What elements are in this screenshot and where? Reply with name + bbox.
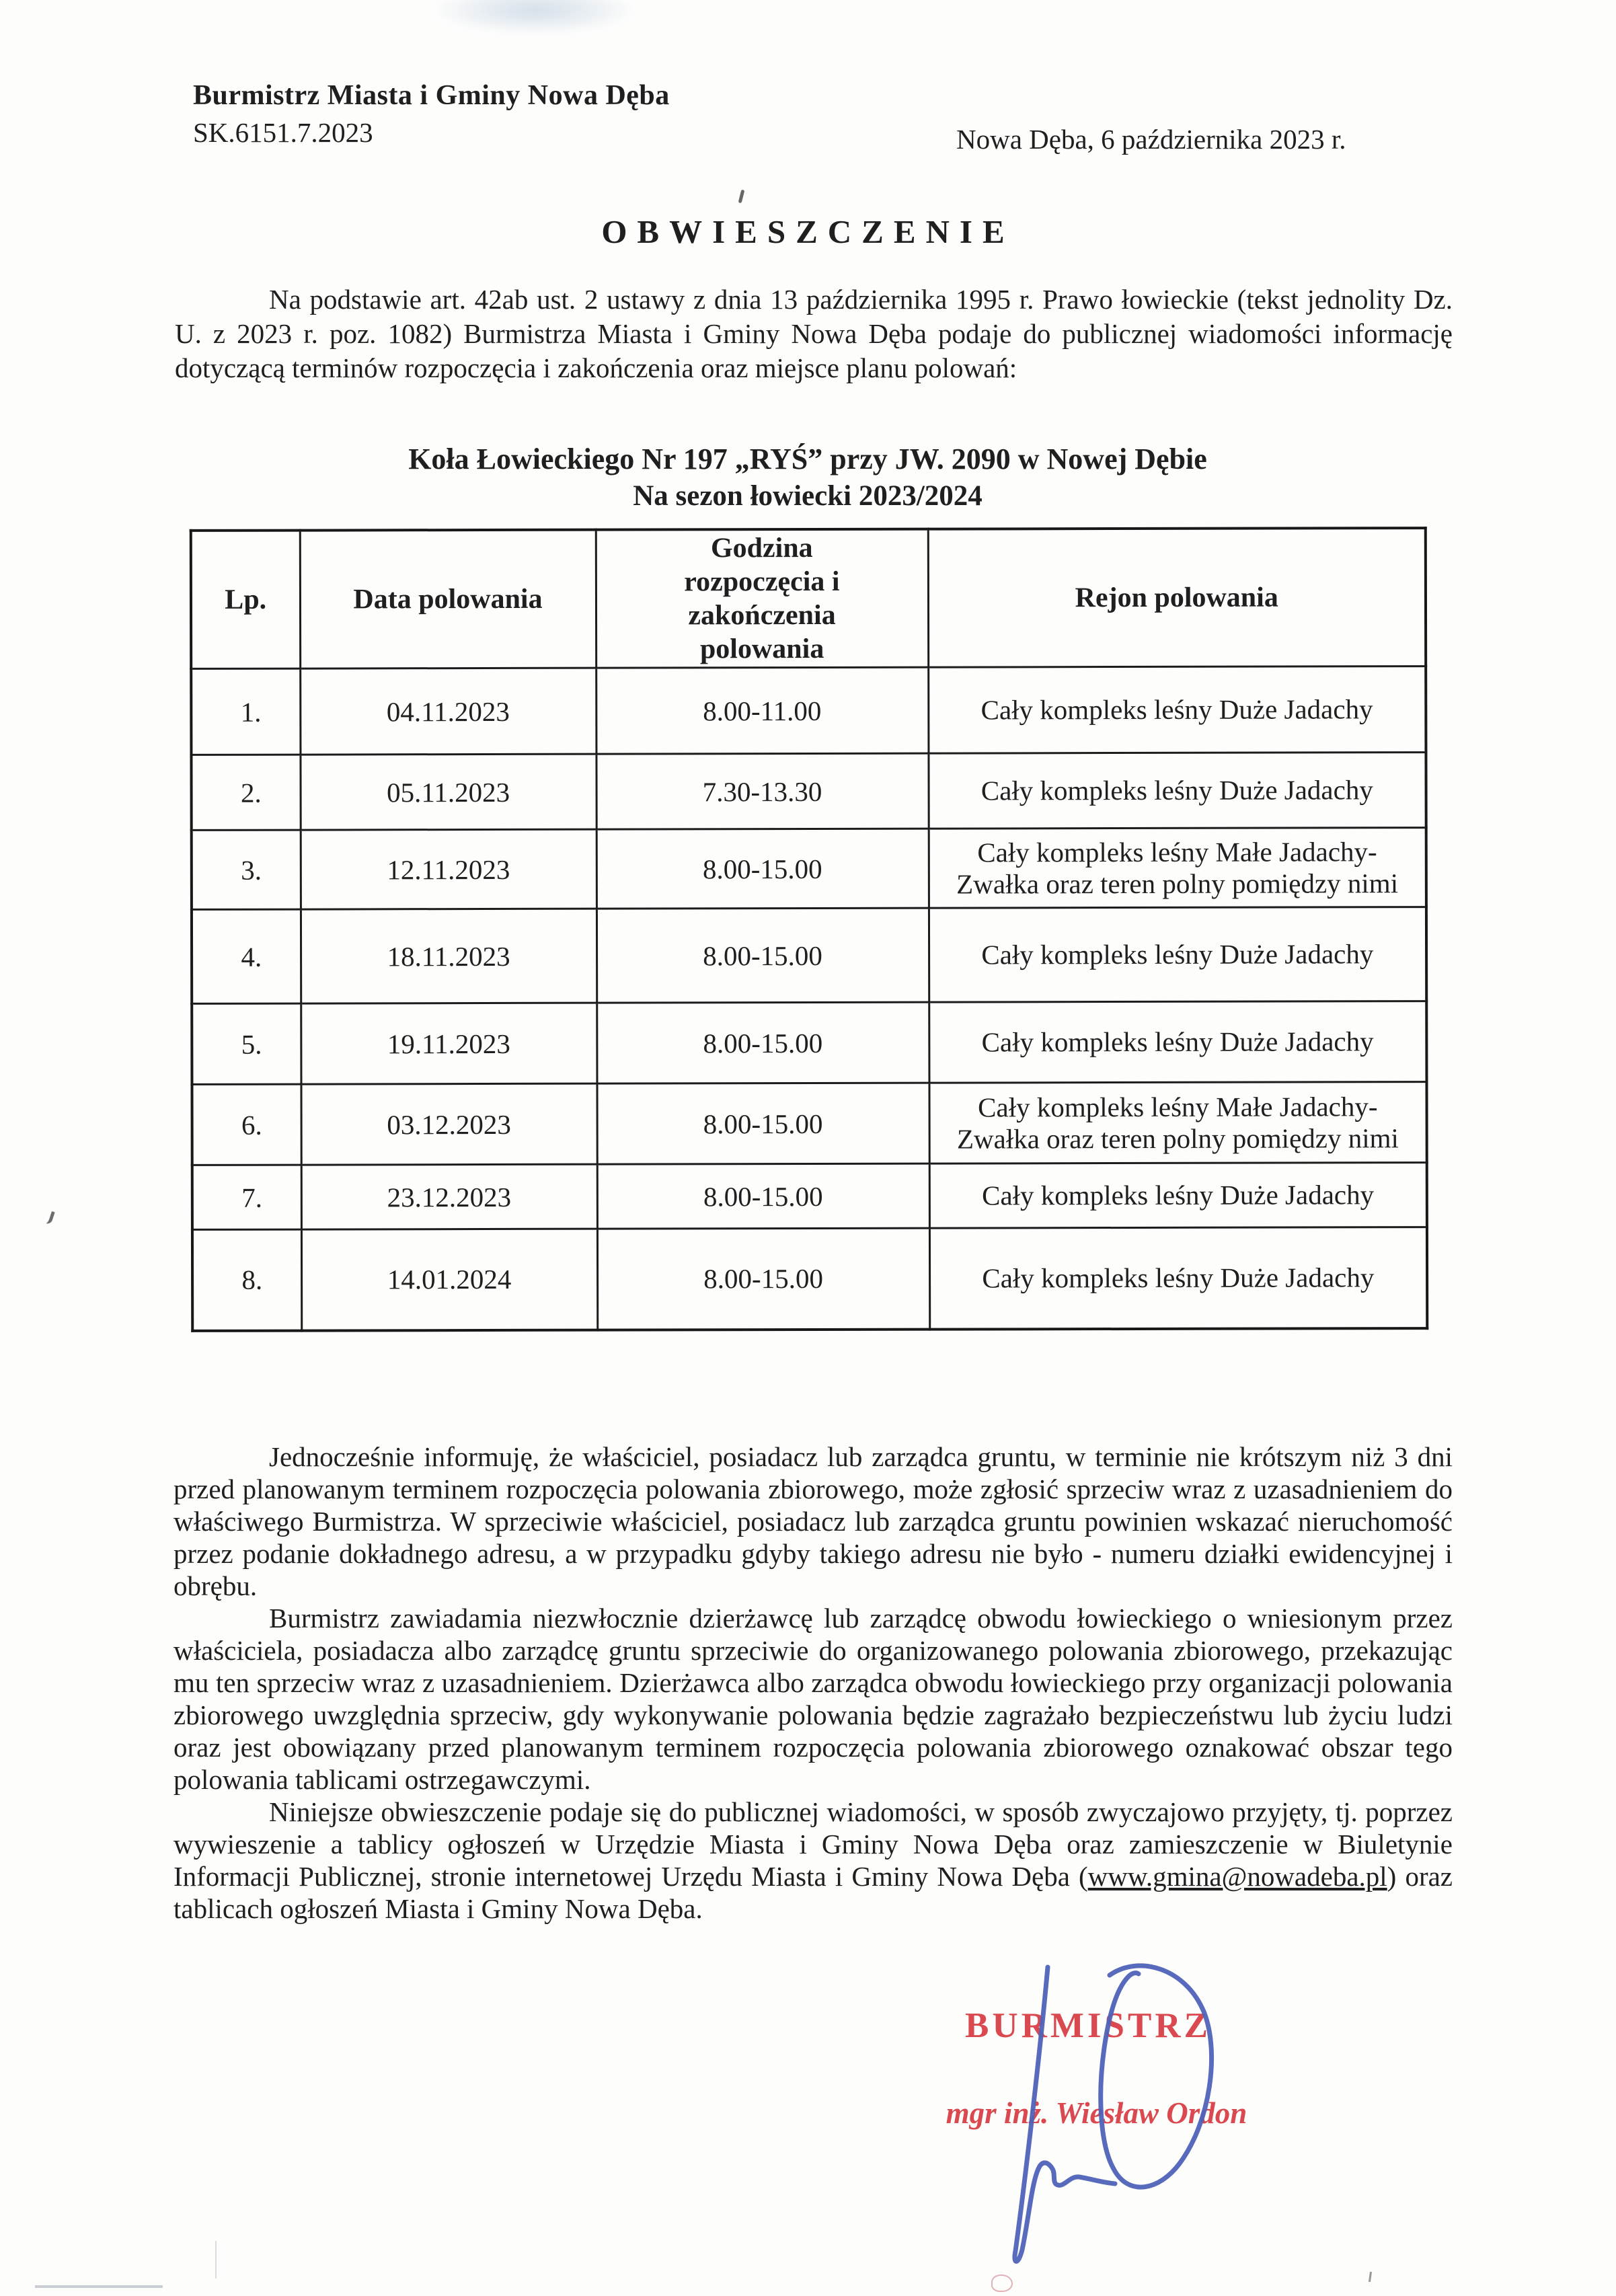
cell-region: Cały kompleks leśny Duże Jadachy (928, 753, 1426, 829)
mayor-stamp-name: mgr inż. Wiesław Ordon (946, 2096, 1247, 2130)
cell-date: 04.11.2023 (300, 668, 596, 755)
cell-region: Cały kompleks leśny Duże Jadachy (929, 1001, 1426, 1083)
cell-lp: 7. (192, 1165, 301, 1229)
column-header-region: Rejon polowania (928, 528, 1426, 667)
issuer-name: Burmistrz Miasta i Gminy Nowa Dęba (193, 80, 670, 111)
cell-lp: 2. (191, 755, 300, 830)
intro-paragraph: Na podstawie art. 42ab ust. 2 ustawy z dnia 13 października 1995 r. Prawo łowieckie (tekst jednolity Dz. U. z 2023 r. poz. 1082) Burmistrza Miasta i Gminy Nowa Dęba podaje do publicznej wiadomości informację dotyczącą terminów rozpoczęcia i zakończenia oraz miejsce planu polowań: (175, 284, 1453, 383)
paragraph-publication-text-before: Niniejsze obwieszczenie podaje się do publicznej wiadomości, w sposób zwyczajowo przyjęty, tj. poprzez wywieszenie a tablicy ogłoszeń w Urzędzie Miasta i Gminy Nowa Dęba oraz zamieszczenie w Biuletynie Informacji Publicznej, stronie internetowej Urzędu Miasta i Gminy Nowa Dęba ( (174, 1796, 1453, 1892)
paragraph-objection-info: Jednocześnie informuję, że właściciel, posiadacz lub zarządca gruntu, w terminie nie krótszym niż 3 dni przed planowanym terminem rozpoczęcia polowania zbiorowego, może zgłosić sprzeciw wraz z uzasadnieniem do właściwego Burmistrza. W sprzeciwie właściciel, posiadacz lub zarządca gruntu powinien wskazać nieruchomość przez podanie dokładnego adresu, a w przypadku gdyby takiego adresu nie było - numeru działki ewidencyjnej i obrębu. (174, 1441, 1453, 1601)
scan-artifact-mark (1369, 2272, 1372, 2282)
body-paragraphs (174, 1441, 1453, 1925)
hunting-schedule-table (190, 527, 1428, 1332)
cell-time: 8.00-15.00 (597, 1163, 929, 1229)
cell-time: 8.00-11.00 (596, 667, 928, 754)
table-row (192, 907, 1426, 1004)
table-row (192, 1227, 1427, 1331)
cell-time: 7.30-13.30 (596, 753, 928, 829)
column-header-time (596, 529, 928, 668)
table-row (192, 828, 1426, 910)
cell-date: 12.11.2023 (301, 829, 597, 909)
table-row (191, 753, 1426, 831)
cell-region: Cały kompleks leśny Duże Jadachy (928, 666, 1426, 754)
cell-region: Cały kompleks leśny Małe Jadachy-Zwałka oraz teren polny pomiędzy nimi (929, 828, 1426, 909)
cell-lp: 4. (192, 909, 301, 1003)
cell-time: 8.00-15.00 (597, 1228, 929, 1330)
scan-artifact-mark (42, 1209, 55, 1225)
table-caption-line1: Koła Łowieckiego Nr 197 „RYŚ” przy JW. 2090 w Nowej Dębie (408, 443, 1207, 475)
scan-smudge-top (430, 0, 639, 35)
scan-artifact-line (215, 2241, 217, 2279)
table-row (192, 1163, 1427, 1230)
cell-lp: 1. (191, 668, 300, 755)
scan-artifact-mark (738, 190, 745, 204)
cell-time: 8.00-15.00 (597, 1002, 929, 1083)
cell-lp: 8. (192, 1229, 301, 1330)
cell-region: Cały kompleks leśny Duże Jadachy (929, 907, 1426, 1003)
paragraph-publication-text-after: ) oraz tablicach ogłoszeń Miasta i Gminy Nowa Dęba. (174, 1861, 1453, 1924)
cell-region: Cały kompleks leśny Duże Jadachy (929, 1163, 1427, 1229)
cell-date: 19.11.2023 (301, 1003, 597, 1084)
paragraph-publication-info (174, 1796, 1453, 1925)
cell-date: 14.01.2024 (301, 1229, 597, 1330)
cell-lp: 3. (192, 830, 301, 909)
cell-date: 23.12.2023 (301, 1164, 597, 1229)
column-header-date: Data polowania (300, 530, 596, 668)
cell-lp: 6. (192, 1084, 301, 1165)
table-row (192, 1082, 1426, 1165)
cell-region: Cały kompleks leśny Duże Jadachy (929, 1227, 1427, 1330)
cell-time: 8.00-15.00 (597, 829, 929, 909)
column-header-lp: Lp. (191, 531, 300, 669)
website-link-text: www.gmina@nowadeba.pl (1087, 1861, 1387, 1892)
table-caption (190, 441, 1425, 514)
cell-lp: 5. (192, 1003, 301, 1084)
table-row (192, 1001, 1426, 1085)
cell-region: Cały kompleks leśny Małe Jadachy-Zwałka oraz teren polny pomiędzy nimi (929, 1082, 1426, 1164)
cell-time: 8.00-15.00 (597, 1083, 929, 1164)
cell-time: 8.00-15.00 (597, 908, 929, 1003)
reference-number: SK.6151.7.2023 (193, 117, 373, 148)
table-row (191, 666, 1426, 755)
table-header-row (191, 528, 1426, 668)
page-title: OBWIESZCZENIE (601, 213, 1015, 250)
place-and-date: Nowa Dęba, 6 października 2023 r. (956, 124, 1346, 155)
cell-date: 05.11.2023 (300, 754, 596, 830)
handwritten-signature (963, 1947, 1245, 2283)
column-header-time-text: Godzina rozpoczęcia i zakończenia polowania (684, 532, 840, 665)
mayor-stamp-title: BURMISTRZ (964, 2006, 1211, 2045)
cell-date: 03.12.2023 (301, 1083, 597, 1165)
scan-artifact-line (35, 2285, 163, 2288)
paragraph-mayor-notification: Burmistrz zawiadamia niezwłocznie dzierżawcę lub zarządcę obwodu łowieckiego o wniesionym przez właściciela, posiadacza albo zarządcę gruntu sprzeciwie do organizowanego polowania zbiorowego, przekazując mu ten sprzeciw wraz z uzasadnieniem. Dzierżawca albo zarządca obwodu łowieckiego przy organizacji polowania zbiorowego uwzględnia sprzeciw, gdy wykonywanie polowania będzie zagrażało bezpieczeństwu lub życiu ludzi oraz jest obowiązany przed planowanym terminem rozpoczęcia polowania zbiorowego oznakować obszar tego polowania tablicami ostrzegawczymi. (174, 1603, 1453, 1795)
table-caption-line2: Na sezon łowiecki 2023/2024 (633, 480, 983, 512)
cell-date: 18.11.2023 (301, 909, 597, 1003)
